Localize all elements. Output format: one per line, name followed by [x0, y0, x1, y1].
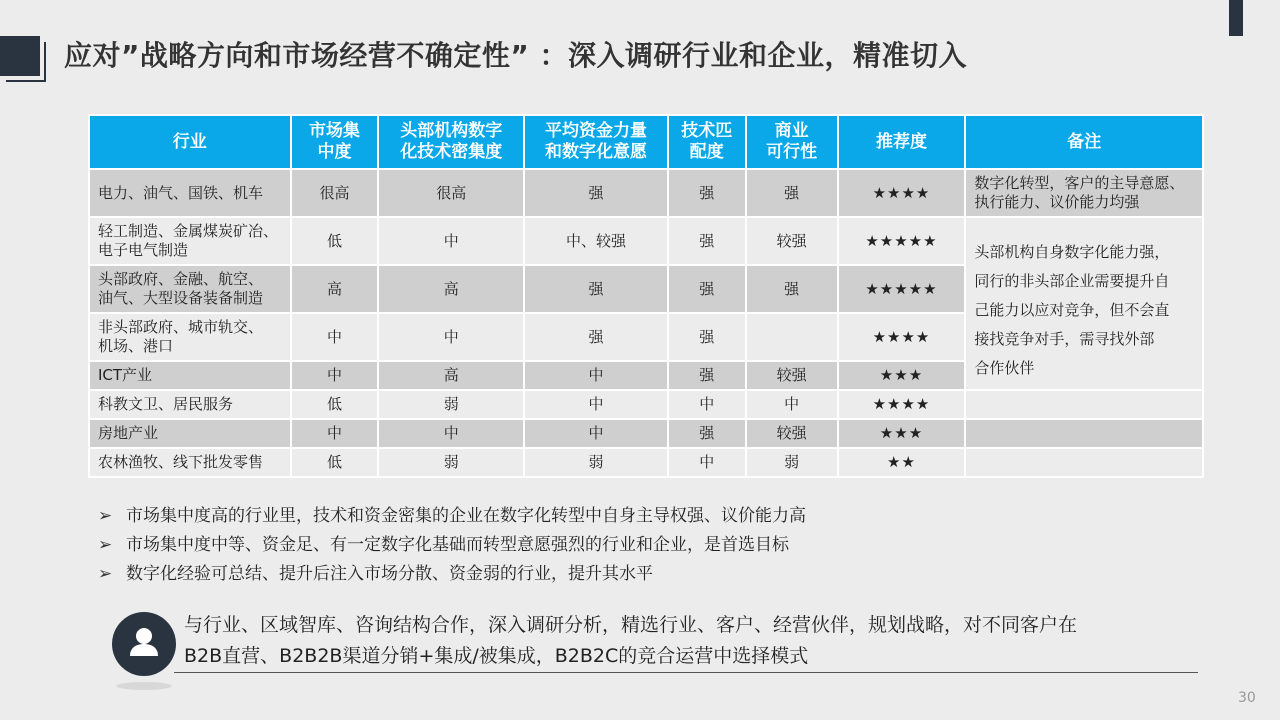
tech-density-cell: 弱 [378, 390, 524, 419]
tech-density-cell: 中 [378, 313, 524, 361]
funding-cell: 强 [524, 265, 668, 313]
top-right-accent-bar [1229, 0, 1243, 36]
header-notes: 备注 [965, 115, 1203, 169]
note-cell: 头部机构自身数字化能力强， 同行的非头部企业需要提升自 己能力以应对竞争，但不会直 接找竞争对手，需寻找外部 合作伙伴 [965, 217, 1203, 390]
tech-density-cell: 高 [378, 265, 524, 313]
tech-match-cell: 强 [668, 313, 746, 361]
tech-density-cell: 很高 [378, 169, 524, 217]
title-accent-block [0, 36, 40, 76]
arrow-bullet-icon: ➢ [98, 506, 113, 526]
tech-match-cell: 中 [668, 390, 746, 419]
note-cell: 数字化转型，客户的主导意愿、 执行能力、议价能力均强 [965, 169, 1203, 217]
page-number: 30 [1238, 690, 1256, 706]
concentration-cell: 低 [291, 217, 379, 265]
rating-cell: ★★★★★ [838, 217, 966, 265]
arrow-bullet-icon: ➢ [98, 564, 113, 584]
bullet-item: ➢ 数字化经验可总结、提升后注入市场分散、资金弱的行业，提升其水平 [98, 560, 806, 589]
callout-text: 与行业、区域智库、咨询结构合作，深入调研分析，精选行业、客户、经营伙伴，规划战略，对不同客户在 B2B直营、B2B2B渠道分销+集成/被集成，B2B2C的竞合运营中选择模式 [184, 614, 1078, 667]
tech-match-cell: 强 [668, 217, 746, 265]
funding-cell: 强 [524, 169, 668, 217]
concentration-cell: 高 [291, 265, 379, 313]
rating-cell: ★★★ [838, 361, 966, 390]
bullet-item: ➢ 市场集中度高的行业里，技术和资金密集的企业在数字化转型中自身主导权强、议价能力高 [98, 502, 806, 531]
tech-density-cell: 中 [378, 419, 524, 448]
tech-match-cell: 强 [668, 361, 746, 390]
concentration-cell: 低 [291, 390, 379, 419]
industry-cell: 非头部政府、城市轨交、 机场、港口 [89, 313, 291, 361]
rating-cell: ★★★ [838, 419, 966, 448]
note-cell-empty [965, 390, 1203, 419]
table-row [89, 169, 1203, 217]
rating-cell: ★★★★★ [838, 265, 966, 313]
concentration-cell: 中 [291, 361, 379, 390]
funding-cell: 弱 [524, 448, 668, 477]
industry-cell: ICT产业 [89, 361, 291, 390]
header-funding: 平均资金力量 和数字化意愿 [524, 115, 668, 169]
tech-match-cell: 强 [668, 169, 746, 217]
funding-cell: 中 [524, 419, 668, 448]
arrow-bullet-icon: ➢ [98, 535, 113, 555]
bullet-item: ➢ 市场集中度中等、资金足、有一定数字化基础而转型意愿强烈的行业和企业，是首选目标 [98, 531, 806, 560]
user-silhouette-icon [112, 612, 176, 676]
header-concentration: 市场集 中度 [291, 115, 379, 169]
concentration-cell: 很高 [291, 169, 379, 217]
bullet-list [98, 502, 806, 589]
viability-cell: 较强 [746, 419, 838, 448]
tech-density-cell: 高 [378, 361, 524, 390]
rating-cell: ★★★★ [838, 390, 966, 419]
header-rating: 推荐度 [838, 115, 966, 169]
viability-cell: 中 [746, 390, 838, 419]
industry-cell: 房地产业 [89, 419, 291, 448]
viability-cell: 较强 [746, 361, 838, 390]
viability-cell: 强 [746, 169, 838, 217]
rating-cell: ★★★★ [838, 313, 966, 361]
industry-cell: 头部政府、金融、航空、 油气、大型设备装备制造 [89, 265, 291, 313]
table-row [89, 390, 1203, 419]
industry-cell: 轻工制造、金属煤炭矿冶、 电子电气制造 [89, 217, 291, 265]
viability-cell [746, 313, 838, 361]
viability-cell: 较强 [746, 217, 838, 265]
user-silhouette-glyph [112, 612, 176, 676]
tech-density-cell: 中 [378, 217, 524, 265]
callout-underline [174, 672, 1198, 673]
funding-cell: 中、较强 [524, 217, 668, 265]
tech-match-cell: 强 [668, 419, 746, 448]
funding-cell: 中 [524, 390, 668, 419]
tech-density-cell: 弱 [378, 448, 524, 477]
industry-cell: 电力、油气、国铁、机车 [89, 169, 291, 217]
table-row [89, 448, 1203, 477]
note-cell-empty [965, 419, 1203, 448]
industry-table [88, 114, 1204, 478]
funding-cell: 强 [524, 313, 668, 361]
viability-cell: 弱 [746, 448, 838, 477]
funding-cell: 中 [524, 361, 668, 390]
tech-match-cell: 强 [668, 265, 746, 313]
rating-cell: ★★★★ [838, 169, 966, 217]
concentration-cell: 中 [291, 313, 379, 361]
header-viability: 商业 可行性 [746, 115, 838, 169]
slide-title: 应对”战略方向和市场经营不确定性” ：深入调研行业和企业，精准切入 [64, 39, 968, 72]
header-tech-match: 技术匹 配度 [668, 115, 746, 169]
rating-cell: ★★ [838, 448, 966, 477]
tech-match-cell: 中 [668, 448, 746, 477]
industry-cell: 农林渔牧、线下批发零售 [89, 448, 291, 477]
note-cell-empty [965, 448, 1203, 477]
header-industry: 行业 [89, 115, 291, 169]
header-tech-density: 头部机构数字 化技术密集度 [378, 115, 524, 169]
table-header-row [89, 115, 1203, 169]
viability-cell: 强 [746, 265, 838, 313]
concentration-cell: 低 [291, 448, 379, 477]
table-row [89, 217, 1203, 265]
table-row [89, 419, 1203, 448]
industry-cell: 科教文卫、居民服务 [89, 390, 291, 419]
concentration-cell: 中 [291, 419, 379, 448]
